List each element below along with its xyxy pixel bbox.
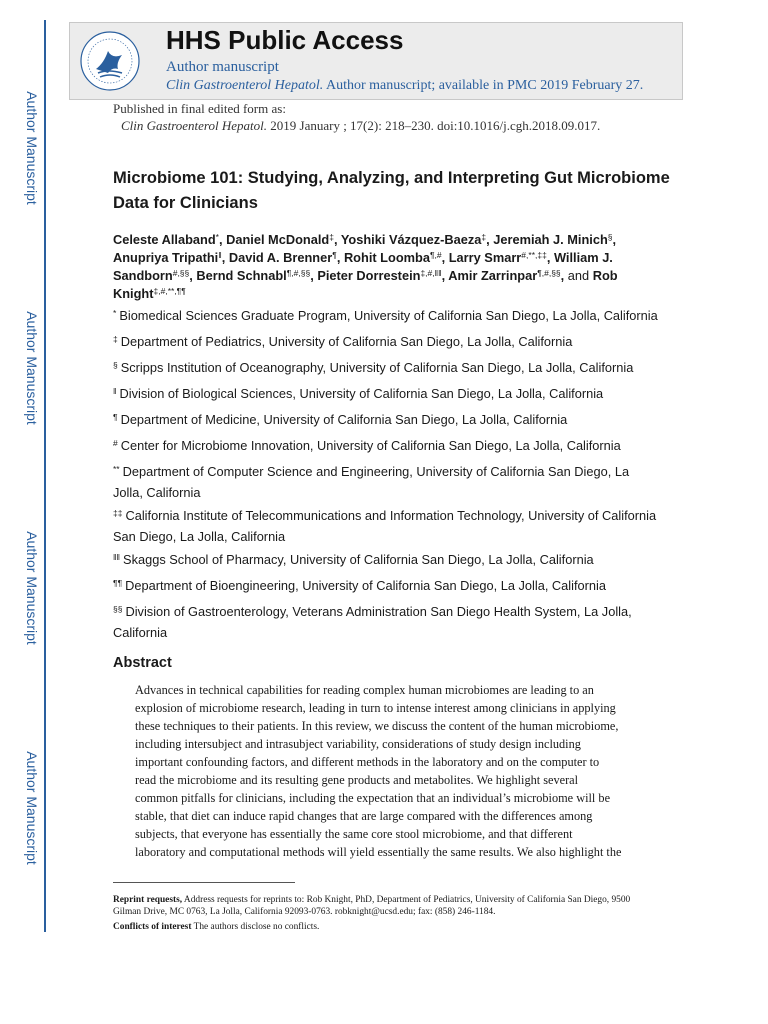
author-conjunction: and <box>567 268 590 283</box>
author <box>344 250 442 265</box>
author-mark: ‡,#,**,¶¶ <box>153 286 186 296</box>
abstract-line: explosion of microbiome research, leading in turn to intense interest among clinicians in applying <box>135 701 616 715</box>
affiliation-text: Skaggs School of Pharmacy, University of California San Diego, La Jolla, California <box>123 552 594 567</box>
affiliation <box>113 410 658 431</box>
abstract-line: these techniques to their patients. In this review, we discuss the content of the human microbiome, <box>135 719 619 733</box>
author-name: Anupriya Tripathi <box>113 250 219 265</box>
footnote-reprint <box>113 894 658 918</box>
author <box>449 250 547 265</box>
author <box>229 250 337 265</box>
abstract-line: including intersubject and intrasubject variability, considerations of study design including <box>135 737 581 751</box>
published-details: 2019 January ; 17(2): 218–230. doi:10.1016/j.cgh.2018.09.017. <box>267 118 601 133</box>
published-journal: Clin Gastroenterol Hepatol. <box>121 118 268 133</box>
affiliation-text: Department of Computer Science and Engineering, University of California San Diego, La Jolla, California <box>113 464 630 500</box>
affiliation-mark: ¶ <box>113 412 118 422</box>
author-name: Bernd Schnabl <box>196 268 287 283</box>
affiliation-mark: ¶¶ <box>113 578 123 588</box>
author-name: William J. Sandborn <box>113 250 613 283</box>
author-name: Celeste Allaband <box>113 232 216 247</box>
affiliation-text: Biomedical Sciences Graduate Program, University of California San Diego, La Jolla, California <box>119 308 658 323</box>
published-label: Published in final edited form as: <box>113 101 286 116</box>
affiliation <box>113 462 658 502</box>
author-mark: ‡ <box>481 232 487 242</box>
affiliation-text: Division of Gastroenterology, Veterans Administration San Diego Health System, La Jolla, California <box>113 604 632 640</box>
author-name: Rohit Loomba <box>343 250 430 265</box>
affiliation-mark: * <box>113 308 117 318</box>
author-mark: #,**,‡‡ <box>521 250 547 260</box>
author-mark: ¶ <box>332 250 337 260</box>
author-mark: § <box>607 232 613 242</box>
author <box>113 232 219 247</box>
affiliation-mark: § <box>113 360 118 370</box>
author-name: David A. Brenner <box>228 250 333 265</box>
author-name: Jeremiah J. Minich <box>493 232 608 247</box>
article-title: Microbiome 101: Studying, Analyzing, and Interpreting Gut Microbiome Data for Clinicians <box>113 169 670 212</box>
footnote-reprint-text: Address requests for reprints to: Rob Knight, PhD, Department of Pediatrics, University of California San Diego, 9500 Gilman Drive, MC 0763, La Jolla, California 92093-0763. robknight@ucsd.edu; fax: (858) 246-1184. <box>113 895 631 917</box>
footnote-conflicts-label: Conflicts of interest <box>113 922 192 932</box>
header-title: HHS Public Access <box>166 25 404 55</box>
affiliation-text: Department of Pediatrics, University of California San Diego, La Jolla, California <box>120 334 573 349</box>
author-name: Pieter Dorrestein <box>317 268 421 283</box>
author-mark: ¶,#,§§ <box>537 268 561 278</box>
abstract-line: Advances in technical capabilities for reading complex human microbiomes are leading to an <box>135 683 594 697</box>
footnote-conflicts-text: The authors disclose no conflicts. <box>191 922 320 932</box>
author-mark: ¶,#,§§ <box>286 268 311 278</box>
affiliation-mark: §§ <box>113 604 123 614</box>
affiliation-mark: ‡‡ <box>113 508 123 518</box>
affiliation-text: California Institute of Telecommunications and Information Technology, University of California San Diego, La Jolla, California <box>113 508 657 544</box>
abstract-body <box>135 681 635 861</box>
affiliation-mark: ǁǁ <box>113 552 121 562</box>
author <box>341 232 486 247</box>
author-name: Amir Zarrinpar <box>448 268 538 283</box>
author-mark: * <box>215 232 219 242</box>
affiliation <box>113 436 658 457</box>
affiliation-mark: ‡ <box>113 334 118 344</box>
abstract-line: read the microbiome and its resulting gene products and metabolites. We highlight several <box>135 773 579 787</box>
abstract-line: laboratory and computational methods will yield essentially the same results. We also highlight the <box>135 845 622 859</box>
affiliation-text: Department of Bioengineering, University of California San Diego, La Jolla, California <box>125 578 606 593</box>
author-name: Yoshiki Vázquez-Baeza <box>340 232 482 247</box>
hhs-header <box>69 22 683 100</box>
author-mark: #,§§ <box>172 268 190 278</box>
footnote-reprint-label: Reprint requests, <box>113 895 183 905</box>
author-name: Rob Knight <box>113 268 618 301</box>
abstract-line: common pitfalls for clinicians, including the expectation that an individual’s microbiome will be <box>135 791 611 805</box>
author-name: Daniel McDonald <box>226 232 330 247</box>
author <box>493 232 612 247</box>
affiliation <box>113 384 658 405</box>
author-list: Celeste Allaband*, Daniel McDonald‡, Yoshiki Vázquez-Baeza‡, Jeremiah J. Minich§, Anupriya Tripathi$^ǁ$, David A. Brenner¶, Rohit Loomba¶,#, Larry Smarr#,**,‡‡, William J. Sandborn#,§§, Bernd Schnabl¶,#,§§, Pieter Dorrestein$^{\ddagger,\#,ǁǁ}$, Amir Zarrinpar¶,#,§§, and Rob Knight‡,#,**,¶¶ <box>113 232 618 301</box>
side-label-author-manuscript: Author Manuscript <box>24 531 40 645</box>
affiliation <box>113 332 658 353</box>
affiliation-text: Scripps Institution of Oceanography, University of California San Diego, La Jolla, California <box>120 360 634 375</box>
affiliation-mark: ǁ <box>113 386 117 396</box>
author-mark: ‡ <box>329 232 334 242</box>
abstract-line: subjects, that everyone has essentially the same core stool microbiome, and that different <box>135 827 573 841</box>
side-label-author-manuscript: Author Manuscript <box>24 751 40 865</box>
header-citation <box>166 78 643 94</box>
affiliation <box>113 576 658 597</box>
author <box>317 268 441 283</box>
affiliation <box>113 550 658 571</box>
author <box>448 268 560 283</box>
side-label-author-manuscript: Author Manuscript <box>24 311 40 425</box>
author-mark: ¶,# <box>429 250 442 260</box>
affiliation-text: Center for Microbiome Innovation, University of California San Diego, La Jolla, California <box>120 438 621 453</box>
affiliation <box>113 358 658 379</box>
published-citation <box>121 118 600 134</box>
affiliation-text: Department of Medicine, University of California San Diego, La Jolla, California <box>120 412 568 427</box>
affiliation <box>113 306 658 327</box>
header-subtitle: Author manuscript <box>166 59 279 75</box>
margin-rule <box>44 20 46 932</box>
affiliation <box>113 506 658 546</box>
affiliation-text: Division of Biological Sciences, University of California San Diego, La Jolla, California <box>119 386 604 401</box>
header-journal: Clin Gastroenterol Hepatol. <box>166 78 324 93</box>
author <box>196 268 310 283</box>
header-availability: Author manuscript; available in PMC 2019 February 27. <box>323 78 644 93</box>
footnote-conflicts <box>113 921 658 933</box>
author-mark: ǁ <box>218 250 222 260</box>
author-name: Larry Smarr <box>448 250 522 265</box>
affiliation-mark: # <box>113 438 118 448</box>
side-label-author-manuscript: Author Manuscript <box>24 91 40 205</box>
abstract-heading: Abstract <box>113 655 172 671</box>
author <box>226 232 334 247</box>
footnote-divider <box>113 882 295 883</box>
abstract-line: important confounding factors, and different methods in the laboratory and on the computer to <box>135 755 600 769</box>
author-mark: ‡,#,ǁǁ <box>420 268 442 278</box>
affiliation <box>113 602 658 642</box>
hhs-eagle-logo-icon <box>78 29 142 93</box>
abstract-line: stable, that diet can induce rapid changes that are large compared with the differences among <box>135 809 593 823</box>
author <box>113 250 222 265</box>
affiliation-mark: ** <box>113 464 120 474</box>
